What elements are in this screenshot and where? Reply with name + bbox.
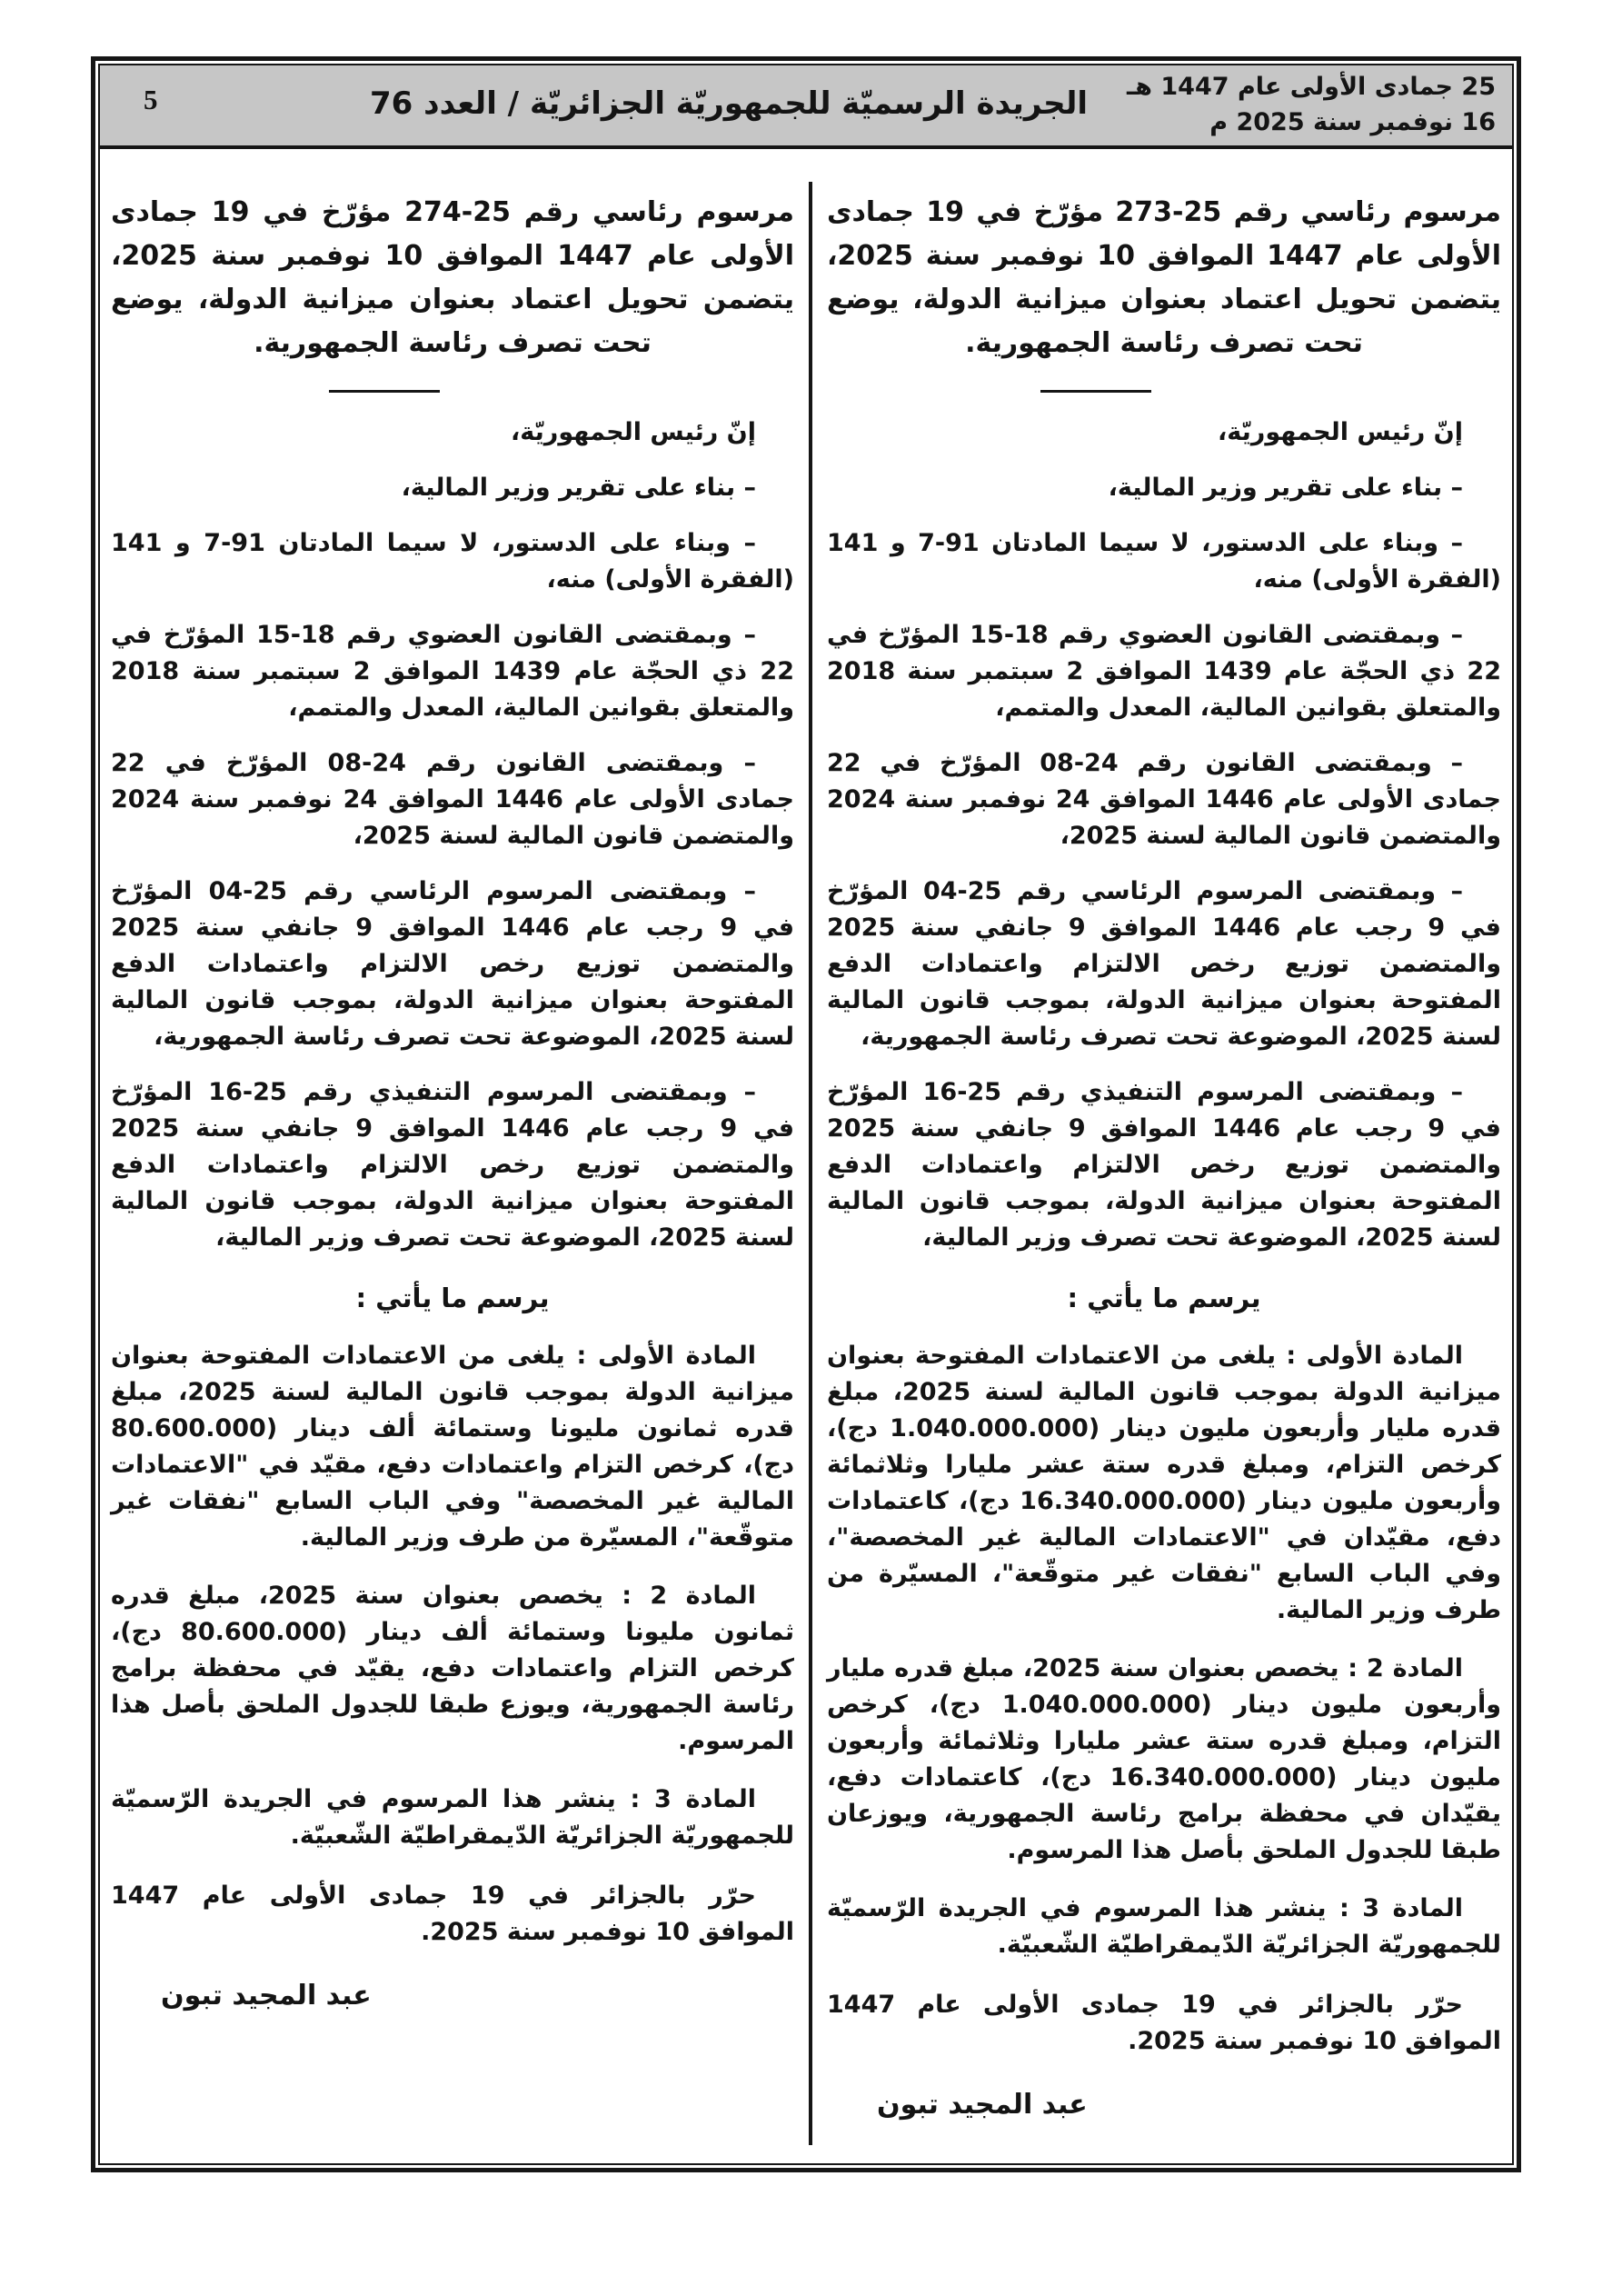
visa-clause: – وبمقتضى القانون رقم 24-08 المؤرّخ في 22 جمادى الأولى عام 1446 الموافق 24 نوفمبر سنة 2024 والمتضمن قانون المالية لسنة 2025، <box>827 749 1501 850</box>
issuance-line: حرّر بالجزائر في 19 جمادى الأولى عام 1447 الموافق 10 نوفمبر سنة 2025. <box>111 1882 794 1946</box>
page-number: 5 <box>144 84 158 115</box>
article-1 <box>827 1338 1501 1629</box>
article-text: ينشر هذا المرسوم في الجريدة الرّسميّة للجمهوريّة الجزائريّة الدّيمقراطيّة الشّعبيّة. <box>827 1894 1501 1959</box>
article-text: ينشر هذا المرسوم في الجريدة الرّسميّة للجمهوريّة الجزائريّة الدّيمقراطيّة الشّعبيّة. <box>111 1785 794 1850</box>
article-1 <box>111 1338 794 1556</box>
article-text: يلغى من الاعتمادات المفتوحة بعنوان ميزانية الدولة بموجب قانون المالية لسنة 2025، مبلغ قدره ثمانون مليونا وستمائة ألف دينار (80.600.000 دج)، كرخص التزام واعتمادات دفع، مقيّد في "الاعتمادات المالية غير المخصصة" وفي الباب السابع "نفقات غير متوقّعة"، المسيّرة من طرف وزير المالية. <box>111 1342 794 1552</box>
article-label: المادة الأولى : <box>1286 1342 1463 1370</box>
title-rule <box>1040 390 1151 393</box>
signature: عبد المجيد تبون <box>877 2089 1088 2121</box>
masthead-dates <box>1127 69 1496 140</box>
decree-intro: يرسم ما يأتي : <box>355 1283 550 1313</box>
article-label: المادة 2 : <box>622 1582 757 1610</box>
decree-274-column <box>111 182 794 2014</box>
issuance-line: حرّر بالجزائر في 19 جمادى الأولى عام 1447 الموافق 10 نوفمبر سنة 2025. <box>827 1991 1501 2055</box>
decree-title: مرسوم رئاسي رقم 25-274 مؤرّخ في 19 جمادى الأولى عام 1447 الموافق 10 نوفمبر سنة 2025، يتضمن تحويل اعتماد بعنوان ميزانية الدولة، يوضع تحت تصرف رئاسة الجمهورية. <box>111 196 795 359</box>
preamble: إنّ رئيس الجمهوريّة، <box>511 418 756 446</box>
article-3 <box>111 1782 794 1854</box>
decree-intro: يرسم ما يأتي : <box>1067 1283 1261 1313</box>
masthead <box>100 65 1512 149</box>
article-label: المادة الأولى : <box>576 1342 756 1370</box>
article-text: يخصص بعنوان سنة 2025، مبلغ قدره مليار وأربعون مليون دينار (1.040.000.000 دج)، كرخص التزام، ومبلغ قدره ستة عشر مليارا وثلاثمائة وأربعون مليون دينار (16.340.000.000 دج)، كاعتمادات دفع، يقيّدان في محفظة برامج رئاسة الجمهورية، ويوزعان طبقا للجدول الملحق بأصل هذا المرسوم. <box>827 1654 1501 1864</box>
visa-clause: – وبمقتضى القانون رقم 24-08 المؤرّخ في 22 جمادى الأولى عام 1446 الموافق 24 نوفمبر سنة 2024 والمتضمن قانون المالية لسنة 2025، <box>111 749 794 850</box>
visa-clause: – بناء على تقرير وزير المالية، <box>401 474 756 502</box>
article-label: المادة 3 : <box>1339 1894 1463 1922</box>
gregorian-date: 16 نوفمبر سنة 2025 م <box>1209 108 1496 136</box>
article-2 <box>111 1578 794 1760</box>
hijri-date: 25 جمادى الأولى عام 1447 هـ <box>1127 73 1496 101</box>
article-text: يخصص بعنوان سنة 2025، مبلغ قدره ثمانون مليونا وستمائة ألف دينار (80.600.000 دج)، كرخص التزام واعتمادات دفع، يقيّد في محفظة برامج رئاسة الجمهورية، ويوزع طبقا للجدول الملحق بأصل هذا المرسوم. <box>111 1582 794 1755</box>
visa-clause: – وبمقتضى المرسوم التنفيذي رقم 25-16 المؤرّخ في 9 رجب عام 1446 الموافق 9 جانفي سنة 2025 والمتضمن توزيع رخص الالتزام واعتمادات الدفع المفتوحة بعنوان ميزانية الدولة، بموجب قانون المالية لسنة 2025، الموضوعة تحت تصرف وزير المالية، <box>111 1078 794 1252</box>
preamble: إنّ رئيس الجمهوريّة، <box>1218 418 1463 446</box>
title-rule <box>329 390 440 393</box>
article-2 <box>827 1651 1501 1869</box>
visa-clause: – وبناء على الدستور، لا سيما المادتان 91-7 و 141 (الفقرة الأولى) منه، <box>827 529 1501 594</box>
article-text: يلغى من الاعتمادات المفتوحة بعنوان ميزانية الدولة بموجب قانون المالية لسنة 2025، مبلغ قدره مليار وأربعون مليون دينار (1.040.000.000 دج)، كرخص التزام، ومبلغ قدره ستة عشر مليارا وثلاثمائة وأربعون مليون دينار (16.340.000.000 دج)، كاعتمادات دفع، مقيّدان في "الاعتمادات المالية غير المخصصة"، وفي الباب السابع "نفقات غير متوقّعة"، المسيّرة من طرف وزير المالية. <box>827 1342 1502 1624</box>
visa-clause: – بناء على تقرير وزير المالية، <box>1108 474 1463 502</box>
page-frame <box>91 56 1521 2172</box>
visa-clause: – وبمقتضى المرسوم الرئاسي رقم 25-04 المؤرّخ في 9 رجب عام 1446 الموافق 9 جانفي سنة 2025 والمتضمن توزيع رخص الالتزام واعتمادات الدفع المفتوحة بعنوان ميزانية الدولة، بموجب قانون المالية لسنة 2025، الموضوعة تحت تصرف رئاسة الجمهورية، <box>827 877 1501 1051</box>
decree-273-column <box>827 182 1501 2123</box>
column-divider <box>809 182 812 2145</box>
visa-clause: – وبناء على الدستور، لا سيما المادتان 91-7 و 141 (الفقرة الأولى) منه، <box>111 529 794 594</box>
visa-clause: – وبمقتضى القانون العضوي رقم 18-15 المؤرّخ في 22 ذي الحجّة عام 1439 الموافق 2 سبتمبر سنة 2018 والمتعلق بقوانين المالية، المعدل والمتمم، <box>827 621 1501 722</box>
article-3 <box>827 1891 1501 1963</box>
page-frame-inner <box>98 64 1514 2165</box>
article-label: المادة 3 : <box>630 1785 756 1813</box>
visa-clause: – وبمقتضى المرسوم التنفيذي رقم 25-16 المؤرّخ في 9 رجب عام 1446 الموافق 9 جانفي سنة 2025 والمتضمن توزيع رخص الالتزام واعتمادات الدفع المفتوحة بعنوان ميزانية الدولة، بموجب قانون المالية لسنة 2025، الموضوعة تحت تصرف وزير المالية، <box>827 1078 1501 1252</box>
decree-title: مرسوم رئاسي رقم 25-273 مؤرّخ في 19 جمادى الأولى عام 1447 الموافق 10 نوفمبر سنة 2025، يتضمن تحويل اعتماد بعنوان ميزانية الدولة، يوضع تحت تصرف رئاسة الجمهورية. <box>827 196 1502 359</box>
signature: عبد المجيد تبون <box>161 1980 372 2011</box>
journal-title: الجريدة الرسميّة للجمهوريّة الجزائريّة / العدد 76 <box>369 85 1088 122</box>
visa-clause: – وبمقتضى المرسوم الرئاسي رقم 25-04 المؤرّخ في 9 رجب عام 1446 الموافق 9 جانفي سنة 2025 والمتضمن توزيع رخص الالتزام واعتمادات الدفع المفتوحة بعنوان ميزانية الدولة، بموجب قانون المالية لسنة 2025، الموضوعة تحت تصرف رئاسة الجمهورية، <box>111 877 794 1051</box>
visa-clause: – وبمقتضى القانون العضوي رقم 18-15 المؤرّخ في 22 ذي الحجّة عام 1439 الموافق 2 سبتمبر سنة 2018 والمتعلق بقوانين المالية، المعدل والمتمم، <box>111 621 794 722</box>
article-label: المادة 2 : <box>1348 1654 1463 1682</box>
